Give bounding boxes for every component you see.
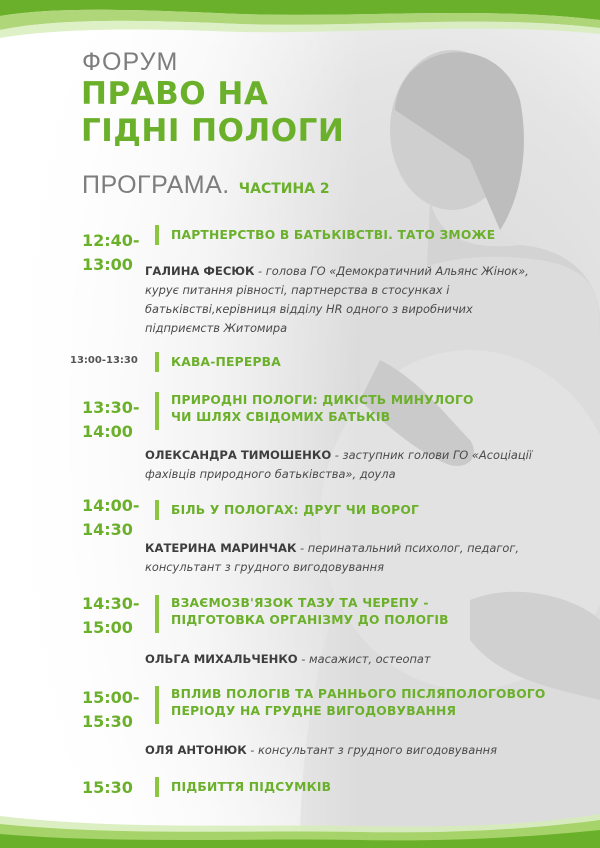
time-start: 15:00- bbox=[82, 688, 140, 707]
topic-line: ПЕРІОДУ НА ГРУДНЕ ВИГОДОВУВАННЯ bbox=[171, 704, 457, 718]
time-end: 14:00 bbox=[82, 422, 133, 441]
session-topic bbox=[171, 502, 419, 519]
program-label: ПРОГРАМА. bbox=[82, 171, 230, 199]
time-end: 15:30 bbox=[82, 712, 133, 731]
speaker-description: - перинатальний психолог, педагог, консультант з грудного вигодовування bbox=[145, 541, 519, 574]
speaker-name: ГАЛИНА ФЕСЮК bbox=[145, 264, 255, 278]
forum-label: ФОРУМ bbox=[82, 48, 179, 76]
speaker-name: КАТЕРИНА МАРИНЧАК bbox=[145, 541, 297, 555]
session-topic bbox=[171, 227, 495, 244]
top-wave-decoration bbox=[0, 0, 600, 40]
topic-line: ПРИРОДНІ ПОЛОГИ: ДИКІСТЬ МИНУЛОГО bbox=[171, 393, 474, 407]
speaker-name: ОЛЬГА МИХАЛЬЧЕНКО bbox=[145, 652, 298, 666]
time-start: 12:40- bbox=[82, 231, 140, 250]
accent-bar bbox=[155, 777, 159, 797]
speaker-description: - заступник голови ГО «Асоціації фахівців природного батьківства», доула bbox=[145, 448, 532, 481]
speaker-name: ОЛЕКСАНДРА ТИМОШЕНКО bbox=[145, 448, 332, 462]
session-topic bbox=[171, 595, 449, 629]
session-topic bbox=[171, 392, 474, 426]
speaker-description: - консультант з грудного вигодовування bbox=[246, 743, 497, 757]
time-start: 14:00- bbox=[82, 496, 140, 515]
topic-line: БІЛЬ У ПОЛОГАХ: ДРУГ ЧИ ВОРОГ bbox=[171, 503, 420, 517]
session-time: 13:00-13:30 bbox=[70, 355, 138, 366]
forum-title bbox=[81, 76, 344, 150]
title-line-2: ГІДНІ ПОЛОГИ bbox=[81, 113, 345, 149]
session-topic bbox=[171, 354, 281, 371]
time-start: 13:30- bbox=[82, 398, 140, 417]
session-time bbox=[82, 494, 140, 542]
accent-bar bbox=[155, 392, 159, 430]
speaker-name: ОЛЯ АНТОНЮК bbox=[145, 743, 247, 757]
topic-line: КАВА-ПЕРЕРВА bbox=[171, 355, 281, 369]
accent-bar bbox=[155, 225, 159, 245]
topic-line: ПАРТНЕРСТВО В БАТЬКІВСТВІ. ТАТО ЗМОЖЕ bbox=[171, 228, 496, 242]
topic-line: ВПЛИВ ПОЛОГІВ ТА РАННЬОГО ПІСЛЯПОЛОГОВОГО bbox=[171, 687, 546, 701]
time-start: 14:30- bbox=[82, 594, 140, 613]
session-time: 15:30 bbox=[82, 778, 133, 797]
accent-bar bbox=[155, 500, 159, 520]
time-end: 14:30 bbox=[82, 520, 133, 539]
accent-bar bbox=[155, 595, 159, 633]
program-heading bbox=[82, 171, 330, 200]
topic-line: ЧИ ШЛЯХ СВІДОМИХ БАТЬКІВ bbox=[171, 410, 391, 424]
speaker-info bbox=[145, 539, 545, 577]
speaker-info bbox=[145, 650, 545, 669]
session-topic bbox=[171, 686, 546, 720]
time-end: 13:00 bbox=[82, 255, 133, 274]
session-time bbox=[82, 592, 140, 640]
session-time bbox=[82, 229, 140, 277]
speaker-info bbox=[145, 262, 545, 338]
speaker-description: - масажист, остеопат bbox=[297, 652, 431, 666]
topic-line: ВЗАЄМОЗВ'ЯЗОК ТАЗУ ТА ЧЕРЕПУ - bbox=[171, 596, 429, 610]
session-time bbox=[82, 396, 140, 444]
topic-line: ПІДБИТТЯ ПІДСУМКІВ bbox=[171, 780, 332, 794]
session-topic bbox=[171, 779, 331, 796]
bottom-wave-decoration bbox=[0, 806, 600, 848]
speaker-info bbox=[145, 741, 545, 760]
time-end: 15:00 bbox=[82, 618, 133, 637]
session-time bbox=[82, 686, 140, 734]
accent-bar bbox=[155, 352, 159, 372]
title-line-1: ПРАВО НА bbox=[81, 76, 269, 112]
topic-line: ПІДГОТОВКА ОРГАНІЗМУ ДО ПОЛОГІВ bbox=[171, 613, 449, 627]
speaker-description: - голова ГО «Демократичний Альянс Жінок», курує питання рівності, партнерства в стосунках і батьківстві,керівниця відділу HR одного з виробничих підприємств Житомира bbox=[145, 264, 529, 335]
accent-bar bbox=[155, 686, 159, 724]
speaker-info bbox=[145, 446, 545, 484]
part-label: ЧАСТИНА 2 bbox=[238, 181, 330, 197]
